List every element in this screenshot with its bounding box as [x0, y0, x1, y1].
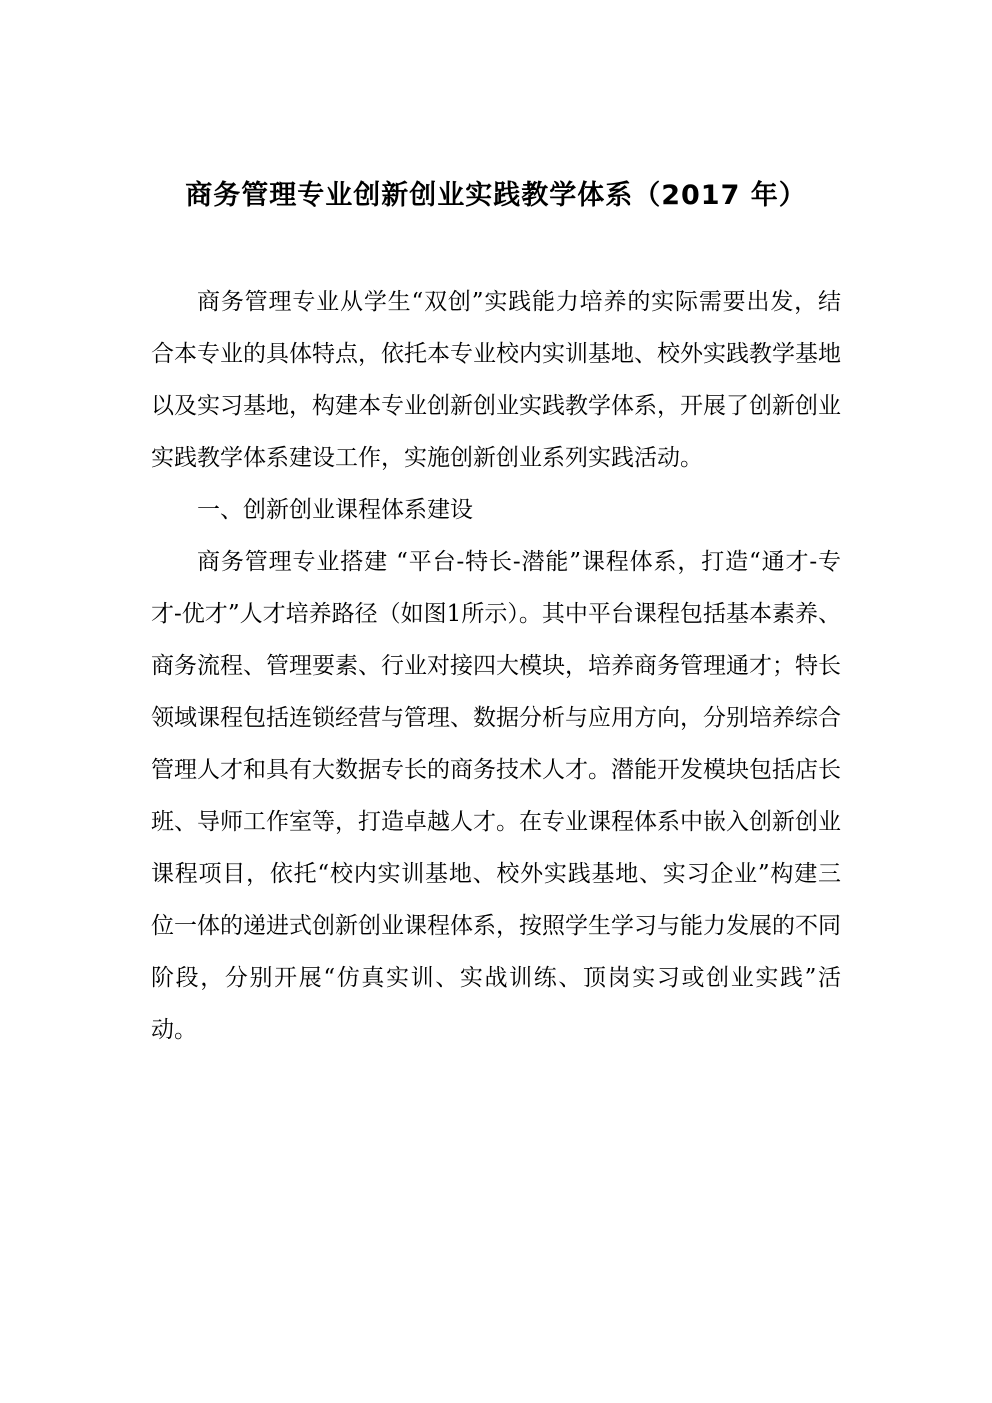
section-heading: 一、创新创业课程体系建设: [197, 497, 473, 523]
intro-paragraph: 商务管理专业从学生“双创”实践能力培养的实际需要出发，结合本专业的具体特点，依托本专业校内实训基地、校外实践教学基地以及实习基地，构建本专业创新创业实践教学体系，开展了创新创业实践教学体系建设工作，实施创新创业系列实践活动。: [151, 289, 841, 471]
course-system-paragraph: 商务管理专业搭建 “平台-特长-潜能”课程体系，打造“通才-专才-优才”人才培养路径（如图1所示）。其中平台课程包括基本素养、商务流程、管理要素、行业对接四大模块，培养商务管理通才；特长领域课程包括连锁经营与管理、数据分析与应用方向，分别培养综合管理人才和具有大数据专长的商务技术人才。潜能开发模块包括店长班、导师工作室等，打造卓越人才。在专业课程体系中嵌入创新创业课程项目，依托“校内实训基地、校外实践基地、实习企业”构建三位一体的递进式创新创业课程体系，按照学生学习与能力发展的不同阶段，分别开展“仿真实训、实战训练、顶岗实习或创业实践”活动。: [151, 549, 841, 1043]
document-title: 商务管理专业创新创业实践教学体系（2017 年）: [185, 180, 807, 211]
document-body: [151, 276, 841, 1056]
